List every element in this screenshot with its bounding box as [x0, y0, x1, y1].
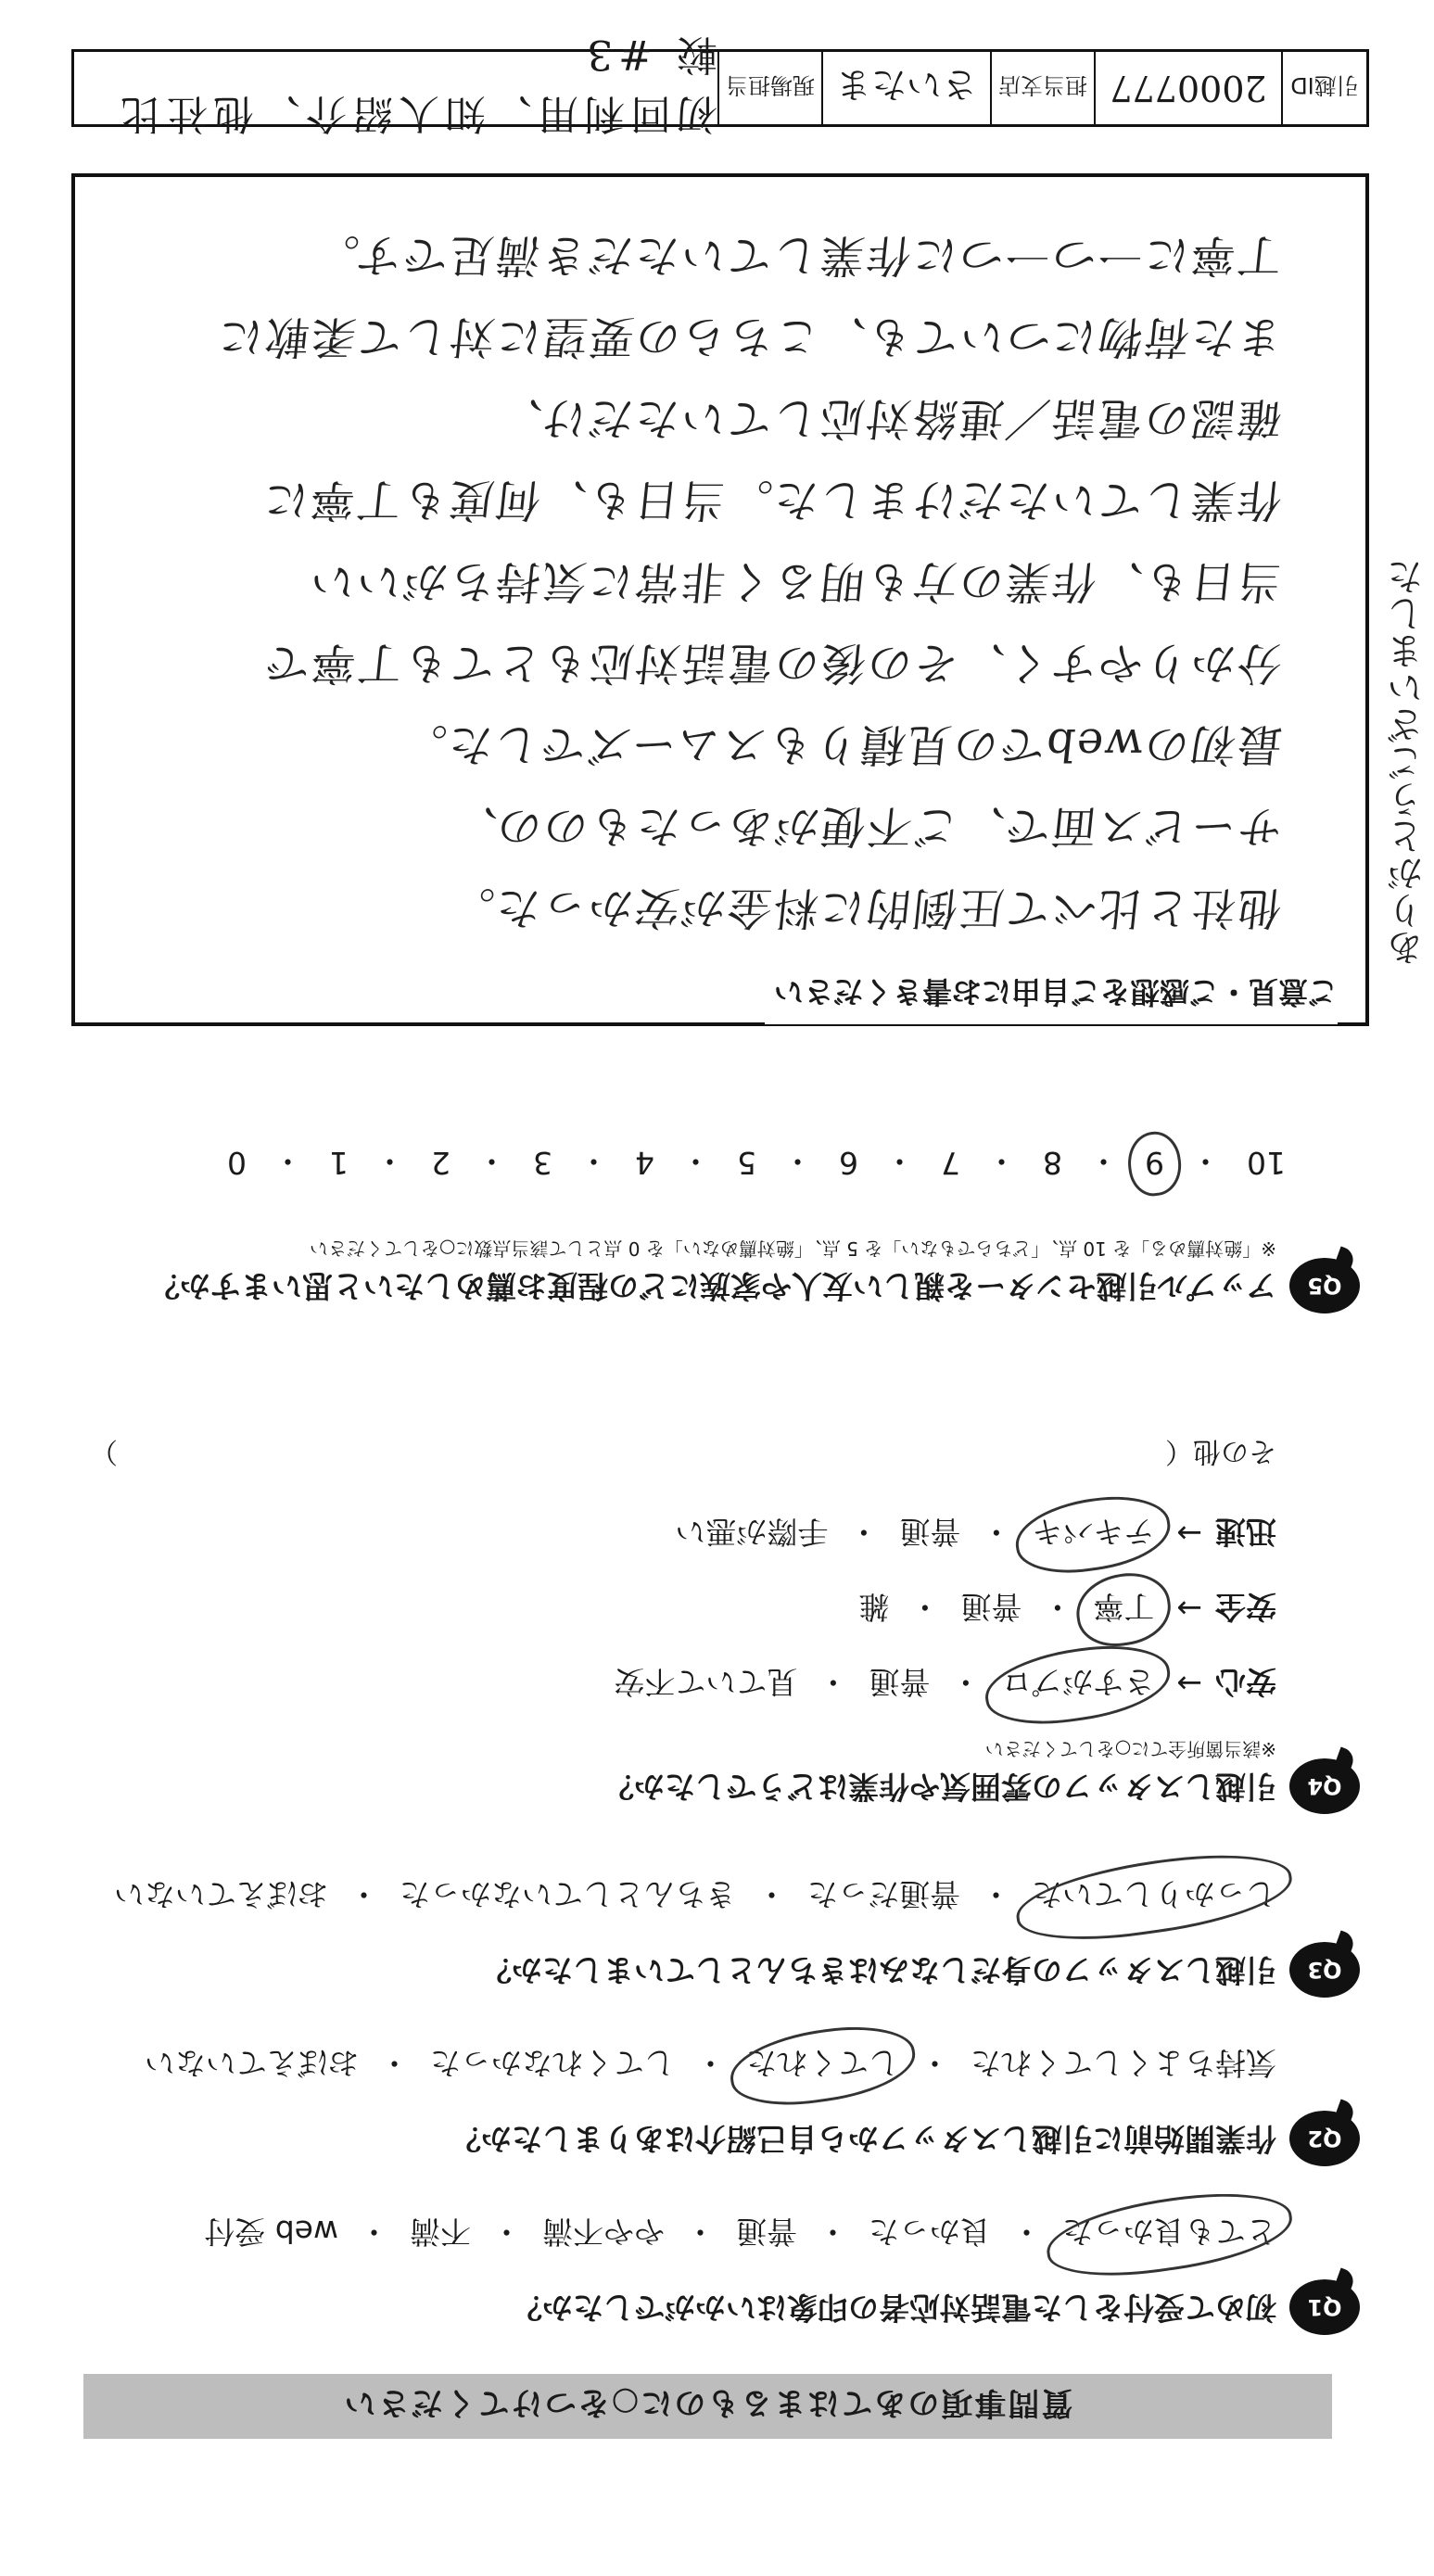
footer-table: [71, 31, 1369, 137]
question-4: [90, 1434, 1342, 1807]
q1-option-1[interactable]: とても良かった: [1062, 2212, 1276, 2255]
q3-text: 引越しスタッフの身だしなみはきちんとしていましたか？: [481, 1952, 1276, 1988]
q4-row-anshin: 安心 → さすがプロ ・ 普通 ・ 見ていて不安: [90, 1662, 1276, 1706]
q1-options: とても良かった ・ 良かった ・ 普通 ・ やや不満 ・ 不満 ・ web 受付: [90, 2212, 1276, 2255]
q3-options: しっかりしていた ・ 普通だった ・ きちんとしていなかった ・ おぼえていない: [90, 1874, 1276, 1918]
score-7[interactable]: 7: [941, 1145, 960, 1181]
q5-text: アップル引越センターを親しい友人や家族にどの程度お薦めしたいと思いますか？: [148, 1268, 1276, 1304]
q4-text: 引越しスタッフの雰囲気や作業はどうでしたか？: [603, 1769, 1276, 1805]
q5-scale: [90, 1141, 1286, 1185]
q2-option-2[interactable]: してくれた: [746, 2043, 899, 2087]
q4-row-3-option-2[interactable]: 普通: [899, 1514, 961, 1550]
q4-row-anzen: 安全 → 丁寧 ・ 普通 ・ 雑: [90, 1587, 1276, 1631]
comment-line: また荷物についても、こちらの要望に対して柔軟に: [214, 311, 1285, 362]
scale-dot: ・: [1190, 1143, 1221, 1179]
q1-text: 初めて受付をした電話対応者の印象はいかがでしたか？: [512, 2290, 1276, 2326]
score-5[interactable]: 5: [737, 1145, 756, 1181]
q3-option-2[interactable]: 普通だった: [807, 1876, 960, 1912]
score-1[interactable]: 1: [329, 1145, 349, 1181]
q4-row-1-label: 安心: [1215, 1664, 1276, 1700]
comment-line: 作業していただけました。当日も、何度も丁寧に: [260, 474, 1285, 526]
comment-line: 丁寧に一つ一つに作業していただき満足です。: [309, 229, 1285, 281]
handwritten-comment: [112, 214, 1285, 948]
comment-line: 当日も、作業の方も明るく非常に気持ちがいい: [306, 555, 1285, 607]
q5-badge: Q5: [1289, 1258, 1360, 1313]
score-6[interactable]: 6: [839, 1145, 858, 1181]
q2-text: 作業開始前に引越しスタッフから自己紹介はありましたか？: [451, 2121, 1276, 2157]
score-9[interactable]: 9: [1145, 1145, 1164, 1181]
branch-label: 担当支店: [990, 52, 1094, 124]
q4-row-3-option-3[interactable]: 手際が悪い: [675, 1514, 829, 1550]
comment-line: 他社と比べて圧倒的に料金が安かった。: [445, 882, 1285, 933]
q1-option-5[interactable]: 不満: [410, 2214, 471, 2250]
q5-note: ※「絶対薦める」を 10 点、「どちらでもない」を 5 点、「絶対薦めない」を 0 点として該当点数に○をしてください: [309, 1237, 1276, 1260]
q1-option-2[interactable]: 良かった: [869, 2214, 991, 2250]
q4-row-1-option-1[interactable]: さすがプロ: [1001, 1662, 1154, 1706]
q4-row-2-option-1[interactable]: 丁寧: [1093, 1587, 1154, 1631]
comment-line: 確認の電話／連絡対応していただけ、: [492, 392, 1285, 444]
q2-option-4[interactable]: おぼえていない: [145, 2045, 359, 2081]
q4-badge: Q4: [1289, 1758, 1360, 1814]
comment-box[interactable]: [71, 173, 1429, 1026]
q1-option-3[interactable]: 普通: [736, 2214, 797, 2250]
q4-row-2-label: 安全: [1215, 1589, 1276, 1625]
score-4[interactable]: 4: [635, 1145, 654, 1181]
q1-option-6[interactable]: web 受付: [204, 2214, 338, 2250]
question-1: [90, 2212, 1342, 2328]
comment-title: ご意見・ご感想をご自由にお書きください: [765, 972, 1338, 1024]
score-8[interactable]: 8: [1043, 1145, 1062, 1181]
score-3[interactable]: 3: [533, 1145, 552, 1181]
scale-dot: ・: [986, 1143, 1017, 1179]
q2-options: 気持ちよくしてくれた ・ してくれた ・ してくれなかった ・ おぼえていない: [90, 2043, 1276, 2087]
q3-badge: Q3: [1289, 1942, 1360, 1998]
q4-other-close: ）: [90, 1435, 118, 1467]
arrow-icon: →: [1176, 1516, 1202, 1552]
q4-row-3-option-1[interactable]: テキパキ: [1032, 1512, 1154, 1555]
move-id-value: 2000777: [1094, 52, 1281, 124]
move-id-label: 引越ID: [1281, 52, 1366, 124]
q3-option-3[interactable]: きちんとしていなかった: [400, 1876, 736, 1912]
q4-row-2-option-3[interactable]: 雑: [858, 1589, 890, 1625]
question-5: [90, 1141, 1342, 1306]
question-2: [90, 2043, 1342, 2159]
scale-dot: ・: [374, 1143, 405, 1179]
q4-row-1-option-3[interactable]: 見ていて不安: [614, 1664, 798, 1700]
q1-badge: Q1: [1289, 2279, 1360, 2335]
q4-other-label: その他（: [1165, 1435, 1276, 1467]
q4-note: ※該当箇所全てに○をしてください: [984, 1738, 1276, 1760]
score-10[interactable]: 10: [1247, 1145, 1286, 1181]
scale-dot: ・: [578, 1143, 609, 1179]
margin-note: ありがとうございました: [1387, 559, 1429, 967]
q4-row-2-option-2[interactable]: 普通: [960, 1589, 1022, 1625]
signature: 初回利用、知人紹介、他社比較 #3: [115, 31, 717, 137]
score-0[interactable]: 0: [227, 1145, 247, 1181]
arrow-icon: →: [1176, 1666, 1202, 1702]
scale-dot: ・: [1088, 1143, 1119, 1179]
scale-dot: ・: [273, 1143, 303, 1179]
site-leader-label: 現場担当: [717, 52, 821, 124]
q4-row-3-label: 迅速: [1215, 1514, 1276, 1550]
q4-row-jinsoku: 迅速 → テキパキ ・ 普通 ・ 手際が悪い: [90, 1512, 1276, 1555]
score-2[interactable]: 2: [431, 1145, 451, 1181]
q3-option-4[interactable]: おぼえていない: [114, 1876, 328, 1912]
q2-badge: Q2: [1289, 2111, 1360, 2166]
instructions-banner: 質問事項のあてはまるものに○をつけてください: [83, 2374, 1332, 2439]
question-3: [90, 1874, 1342, 1990]
q4-other: [90, 1434, 1276, 1475]
arrow-icon: →: [1176, 1591, 1202, 1627]
q1-option-4[interactable]: やや不満: [542, 2214, 665, 2250]
q2-option-3[interactable]: してくれなかった: [430, 2045, 675, 2081]
scale-dot: ・: [884, 1143, 915, 1179]
scale-dot: ・: [476, 1143, 507, 1179]
q4-row-1-option-2[interactable]: 普通: [869, 1664, 931, 1700]
q2-option-1[interactable]: 気持ちよくしてくれた: [971, 2045, 1276, 2081]
branch-value: さいたま: [821, 52, 990, 124]
comment-line: 分かりやすく、その後の電話対応もとても丁寧で: [260, 637, 1285, 689]
comment-line: サービス面で、ご不便があったものの、: [448, 800, 1285, 852]
q3-option-1[interactable]: しっかりしていた: [1032, 1874, 1276, 1918]
scale-dot: ・: [782, 1143, 813, 1179]
comment-line: 最初のwebでの見積りもスムーズでした。: [397, 718, 1285, 770]
scale-dot: ・: [680, 1143, 711, 1179]
